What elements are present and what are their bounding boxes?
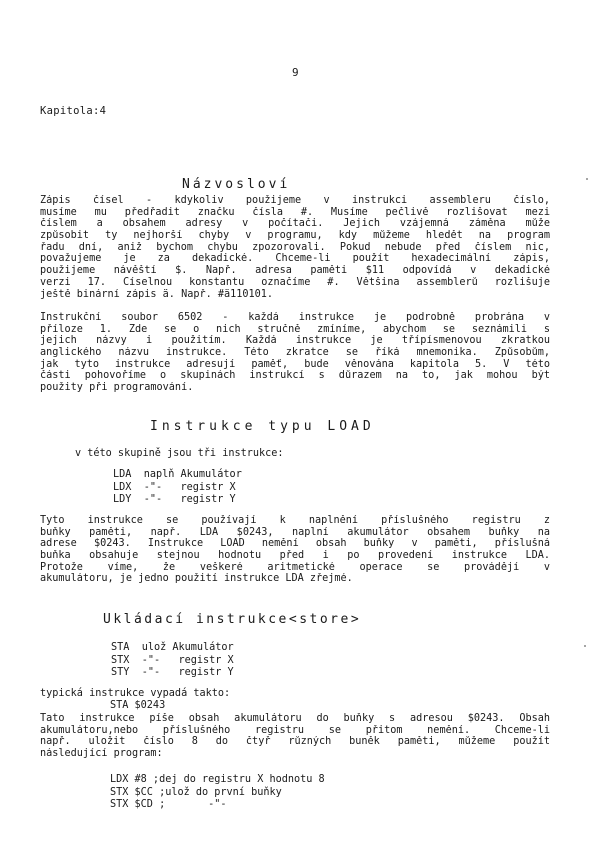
mnemonic: STY — [111, 667, 130, 678]
text-line: adrese $0243. Instrukce LOAD nemění obsah buňky v paměti, příslušná — [40, 538, 550, 550]
text-line: verzi 17. Číselnou konstantu označíme #. Většina assemblerů rozlišuje — [40, 276, 550, 288]
page-number: 9 — [292, 66, 299, 79]
text-line: příloze 1. Zde se o nich stručně zmíníme, abychom se seznámili s — [40, 323, 550, 335]
mnemonic-description: -"- registr X — [141, 654, 234, 666]
mnemonic-description: naplň Akumulátor — [143, 469, 242, 480]
store-program-listing — [110, 774, 325, 812]
scan-speck — [584, 645, 586, 647]
mnemonic: STX — [111, 654, 130, 666]
text-line: musíme mu předřadit značku čísla #. Musíme pečlivě rozlišovat mezi — [40, 206, 550, 218]
mnemonic: LDX — [113, 481, 132, 493]
text-line: řadu dní, aniž bychom chybu zpozorovali. Pokud nebude před číslem nic, — [40, 241, 550, 253]
instruction-row — [113, 482, 242, 495]
text-line: buňky paměti, např. LDA $0243, naplní akumulátor obsahem buňky na — [40, 526, 550, 538]
store-instruction-list — [111, 642, 234, 680]
section-title-load: Instrukce typu LOAD — [150, 419, 375, 434]
section-title-nazvoslovi: Názvosloví — [182, 177, 291, 192]
mnemonic-description: -"- registr X — [143, 481, 236, 493]
text-line: buňka obsahuje stejnou hodnotu před i po provedení instrukce LDA. — [40, 550, 550, 562]
text-line: např. uložit číslo 8 do čtyř různých buněk paměti, můžeme použít — [40, 736, 550, 748]
paragraph-store-usage — [40, 713, 550, 760]
text-line: použity při programování. — [40, 382, 194, 394]
text-line: způsobit ty nejhorší chyby v programu, kdy můžeme hledět na program — [40, 230, 550, 242]
text-line: Tyto instrukce se používají k naplnění příslušného registru z — [40, 515, 550, 526]
mnemonic: STA — [111, 642, 130, 653]
text-line: Instrukční soubor 6502 - každá instrukce je podrobně probrána v — [40, 312, 550, 323]
text-line: části pohovoříme o skupinách instrukcí s důrazem na to, jak mohou být — [40, 370, 550, 382]
load-instruction-list — [113, 469, 242, 507]
text-line: použijeme návěští $. Např. adresa paměti $11 odpovídá v dekadické — [40, 265, 550, 277]
program-line: STX $CD ; -"- — [110, 799, 227, 810]
text-line: číslem a obsahem adresy v počítači. Jejich vzájemná záměna může — [40, 218, 550, 230]
text-line: jak tyto instrukce adresují paměť, bude věnována kapitola 5. V této — [40, 358, 550, 370]
text-line: akumulátoru, je jedno použití instrukce LDA zřejmé. — [40, 573, 353, 585]
mnemonic-description: ulož Akumulátor — [141, 642, 234, 653]
mnemonic-description: -"- registr Y — [143, 494, 236, 505]
scan-speck — [586, 178, 588, 180]
instruction-row — [113, 494, 242, 507]
program-line: STX $CC ;ulož do první buňky — [110, 786, 282, 798]
instruction-row — [113, 469, 242, 482]
paragraph-instruction-set — [40, 312, 550, 394]
text-line: Zápis čísel - kdykoliv použijeme v instrukci assembleru číslo, — [40, 195, 550, 206]
mnemonic: LDA — [113, 469, 132, 480]
section-title-store: Ukládací instrukce<store> — [103, 612, 362, 627]
paragraph-load-usage — [40, 515, 550, 585]
text-line: jejich názvy i použitím. Každá instrukce je třípísmenovou zkratkou — [40, 335, 550, 347]
typical-instruction-example: STA $0243 — [110, 700, 166, 711]
mnemonic-description: -"- registr Y — [141, 667, 234, 678]
text-line: akumulátoru,nebo příslušného registru se přitom nemění. Chceme-li — [40, 724, 550, 736]
text-line: ještě binární zápis ä. Např. #ä110101. — [40, 288, 274, 300]
text-line: Tato instrukce píše obsah akumulátoru do buňky s adresou $0243. Obsah — [40, 713, 550, 724]
mnemonic: LDY — [113, 494, 132, 505]
instruction-row — [111, 667, 234, 680]
text-line: následující program: — [40, 748, 163, 760]
typical-instruction-label: typická instrukce vypadá takto: — [40, 688, 231, 699]
program-line: LDX #8 ;dej do registru X hodnotu 8 — [110, 774, 325, 785]
instruction-row — [111, 642, 234, 655]
text-line: považujeme je za dekadické. Chceme-li použít hexadecimální zápis, — [40, 253, 550, 265]
text-line: anglického názvu instrukce. Této zkratce se říká mnemonika. Způsobům, — [40, 347, 550, 359]
instruction-row — [111, 655, 234, 668]
load-intro: v této skupině jsou tři instrukce: — [75, 448, 284, 459]
chapter-label: Kapitola:4 — [40, 105, 107, 117]
text-line: Protože víme, že veškeré aritmetické operace se provádějí v — [40, 561, 550, 573]
paragraph-number-notation — [40, 195, 550, 300]
